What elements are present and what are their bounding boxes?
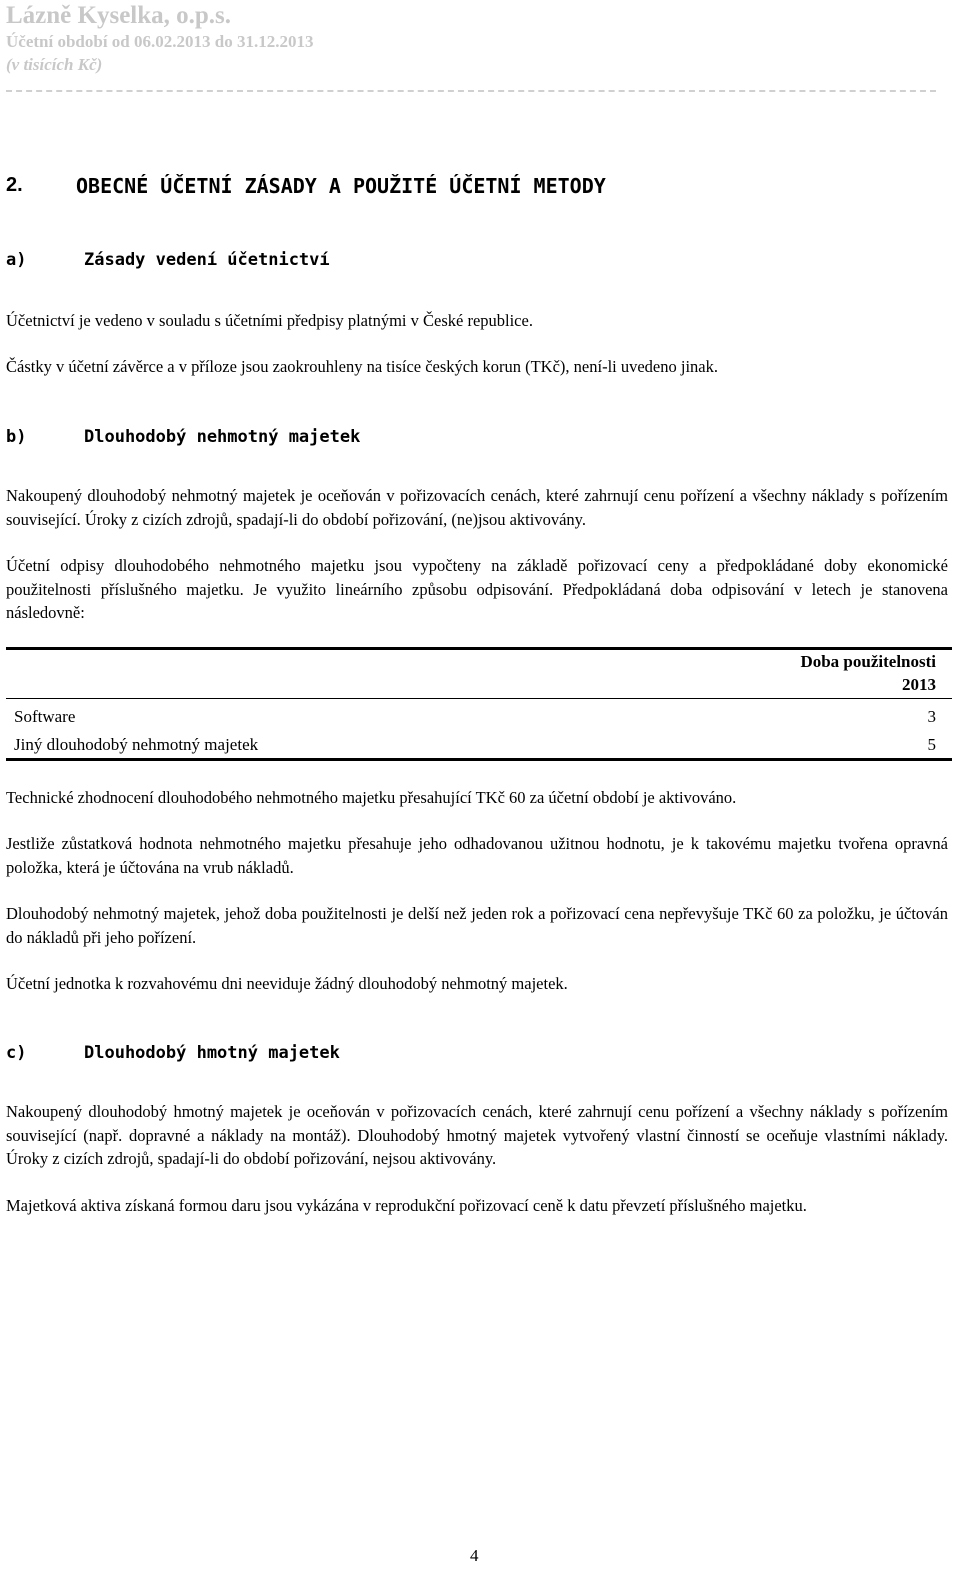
table-column-year: 2013: [902, 675, 936, 694]
paragraph: Nakoupený dlouhodobý hmotný majetek je oceňován v pořizovacích cenách, které zahrnují cenu pořízení a všechny náklady s pořízením související (např. dopravné a náklady na montáž). Dlouhodobý hmotný majetek vytvořený vlastní činností se oceňuje vlastními náklady. Úroky z cizích zdrojů, spadají-li do období pořizování, nejsou aktivovány.: [6, 1102, 948, 1168]
section-number: 2.: [6, 174, 23, 196]
table-column-header: Doba použitelnosti: [800, 652, 936, 671]
paragraph: Účetní jednotka k rozvahovému dni neeviduje žádný dlouhodobý nehmotný majetek.: [6, 974, 568, 993]
table-row-value: 5: [927, 735, 936, 754]
table-row-value: 3: [927, 707, 936, 726]
page-number: 4: [470, 1546, 479, 1565]
subsection-c-title: Dlouhodobý hmotný majetek: [84, 1043, 340, 1063]
header-divider: [6, 90, 936, 92]
subsection-a-letter: a): [6, 250, 27, 270]
table-header-rule: [6, 698, 952, 699]
paragraph: Účetní odpisy dlouhodobého nehmotného majetku jsou vypočteny na základě pořizovací ceny a předpokládané doby ekonomické použitelnosti příslušného majetku. Je využito lineárního způsobu odpisování. Předpokládaná doba odpisování v letech je stanovena následovně:: [6, 556, 948, 622]
subsection-a-title: Zásady vedení účetnictví: [84, 250, 330, 270]
table-row-label: Software: [14, 707, 76, 726]
paragraph: Účetnictví je vedeno v souladu s účetními předpisy platnými v České republice.: [6, 311, 533, 330]
table-row-label: Jiný dlouhodobý nehmotný majetek: [14, 735, 259, 754]
paragraph: Nakoupený dlouhodobý nehmotný majetek je oceňován v pořizovacích cenách, které zahrnují cenu pořízení a všechny náklady s pořízením související. Úroky z cizích zdrojů, spadají-li do období pořizování, (ne)jsou aktivovány.: [6, 486, 948, 529]
subsection-b-title: Dlouhodobý nehmotný majetek: [84, 427, 361, 447]
company-name: Lázně Kyselka, o.p.s.: [6, 2, 232, 29]
subsection-c-letter: c): [6, 1043, 27, 1063]
table-top-rule: [6, 647, 952, 650]
table-bottom-rule: [6, 758, 952, 761]
paragraph: Dlouhodobý nehmotný majetek, jehož doba použitelnosti je delší než jeden rok a pořizovací cena nepřevyšuje TKč 60 za položku, je účtován do nákladů při jeho pořízení.: [6, 904, 948, 947]
paragraph: Technické zhodnocení dlouhodobého nehmotného majetku přesahující TKč 60 za účetní období je aktivováno.: [6, 788, 737, 807]
accounting-period: Účetní období od 06.02.2013 do 31.12.2013: [6, 32, 314, 51]
subsection-b-letter: b): [6, 427, 27, 447]
paragraph: Částky v účetní závěrce a v příloze jsou zaokrouhleny na tisíce českých korun (TKč), není-li uvedeno jinak.: [6, 357, 718, 376]
section-title: OBECNÉ ÚČETNÍ ZÁSADY A POUŽITÉ ÚČETNÍ METODY: [76, 174, 606, 198]
paragraph: Majetková aktiva získaná formou daru jsou vykázána v reprodukční pořizovací ceně k datu převzetí příslušného majetku.: [6, 1196, 807, 1215]
paragraph: Jestliže zůstatková hodnota nehmotného majetku přesahuje jeho odhadovanou užitnou hodnotu, je k takovému majetku tvořena opravná položka, která je účtována na vrub nákladů.: [6, 834, 948, 877]
currency-units: (v tisících Kč): [6, 55, 103, 74]
